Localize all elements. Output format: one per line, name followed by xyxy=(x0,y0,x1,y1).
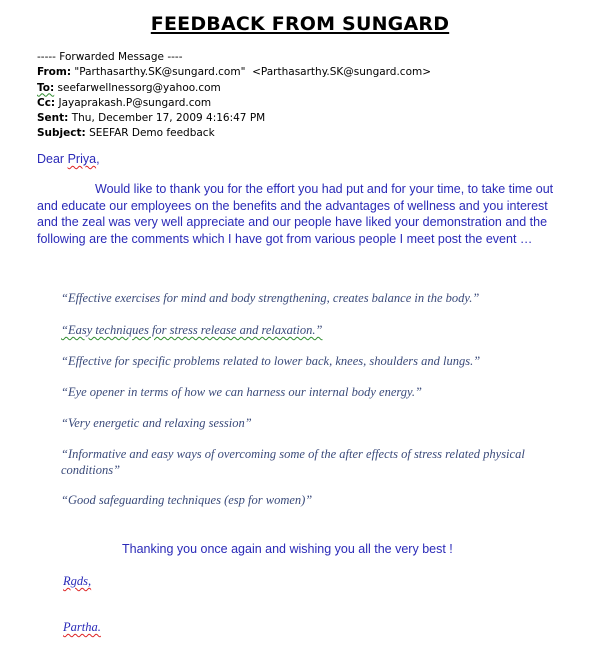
document-title: FEEDBACK FROM SUNGARD xyxy=(150,13,450,35)
greeting-suffix: , xyxy=(96,152,100,166)
from-value: "Parthasarthy.SK@sungard.com" <Parthasarthy.SK@sungard.com> xyxy=(74,66,432,79)
forwarded-header xyxy=(37,50,431,142)
signature: Partha. xyxy=(63,620,101,634)
forwarded-line: ----- Forwarded Message ---- xyxy=(37,51,183,63)
greeting xyxy=(37,152,100,166)
to-value: seefarwellnessorg@yahoo.com xyxy=(57,81,221,94)
thanks-line: Thanking you once again and wishing you all the very best ! xyxy=(122,542,453,556)
quote-item: “Effective for specific problems related to lower back, knees, shoulders and lungs.” xyxy=(61,354,481,368)
cc-value: Jayaprakash.P@sungard.com xyxy=(58,96,212,109)
greeting-name: Priya xyxy=(67,152,97,166)
quote-item: “Informative and easy ways of overcoming some of the after effects of stress related physical conditions” xyxy=(61,447,525,477)
cc-label: Cc: xyxy=(37,96,56,109)
from-line xyxy=(37,65,431,80)
greeting-prefix: Dear xyxy=(37,152,68,166)
subject-label: Subject: xyxy=(37,127,86,140)
sent-value: Thu, December 17, 2009 4:16:47 PM xyxy=(71,112,266,125)
quote-item: “Easy techniques for stress release and relaxation.” xyxy=(61,323,323,337)
sent-label: Sent: xyxy=(37,112,69,125)
quote-item: “Effective exercises for mind and body strengthening, creates balance in the body.” xyxy=(61,291,480,305)
body-text: Would like to thank you for the effort you had put and for your time, to take time out and educate our employees on the benefits and the advantages of wellness and you interest and the zeal was very well appreciate and our people have liked your demonstration and the following are the comments which I have got from various people I meet post the event … xyxy=(37,182,554,246)
body-paragraph xyxy=(37,181,565,247)
quote-item: “Very energetic and relaxing session” xyxy=(61,416,252,430)
subject-line xyxy=(37,126,431,141)
from-label: From: xyxy=(37,66,72,79)
to-line xyxy=(37,81,431,96)
quote-item: “Good safeguarding techniques (esp for women)” xyxy=(61,493,313,507)
quote-item: “Eye opener in terms of how we can harness our internal body energy.” xyxy=(61,385,422,399)
sent-line xyxy=(37,111,431,126)
cc-line xyxy=(37,96,431,111)
signoff: Rgds, xyxy=(63,574,92,588)
to-label: To: xyxy=(37,81,55,94)
subject-value: SEEFAR Demo feedback xyxy=(89,127,215,140)
